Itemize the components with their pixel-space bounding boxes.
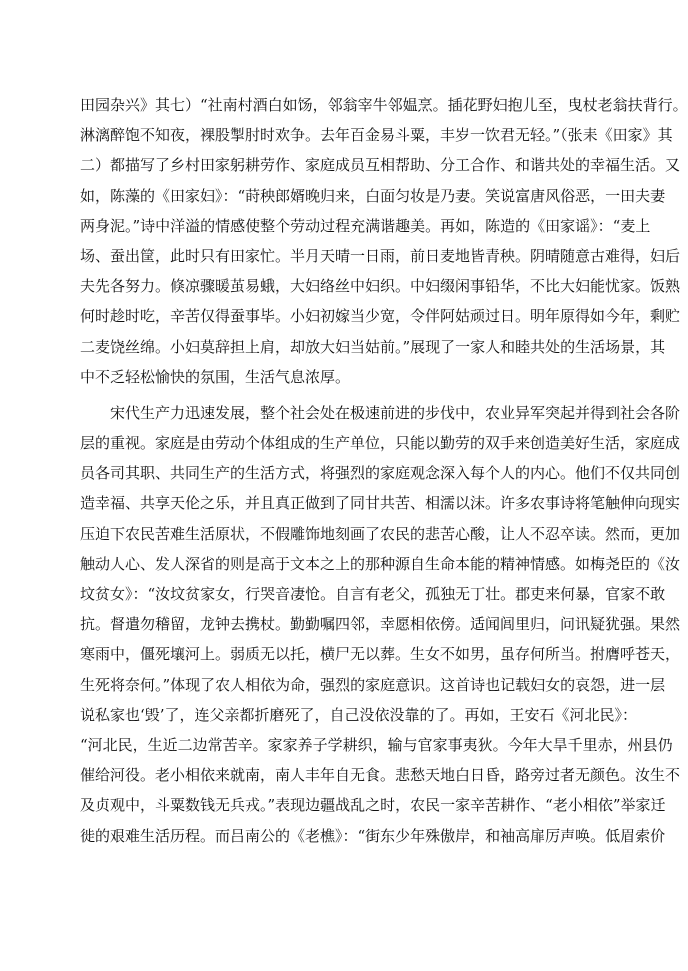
text-line: 中不乏轻松愉快的氛围，生活气息浓厚。 (80, 367, 351, 386)
text-line: 徙的艰难生活历程。而吕南公的《老樵》：“街东少年殊傲岸，和袖高扉厉声唤。低眉索价 (80, 826, 666, 845)
text-line: 如，陈藻的《田家妇》：“莳秧郎婿晚归来，白面匀妆是乃妻。笑说富唐风俗恶，一田夫妻 (80, 186, 666, 205)
paragraph-2 (80, 398, 681, 851)
text-line: 触动人心、发人深省的则是高于文本之上的那种源自生命本能的精神情感。如梅尧臣的《汝 (80, 554, 681, 573)
text-line: 夫先各努力。倏凉骤暖茧易蛾，大妇络丝中妇织。中妇缀闲事铅华，不比大妇能忧家。饭熟 (80, 277, 681, 296)
paragraph-1 (80, 90, 688, 392)
text-line: 两身泥。”诗中洋溢的情感使整个劳动过程充满谐趣美。再如，陈造的《田家谣》：“麦上 (80, 216, 651, 235)
text-line: 及贞观中，斗粟数钱无兵戎。”表现边疆战乱之时，农民一家辛苦耕作、“老小相依”举家迁 (80, 796, 666, 815)
text-line: 宋代生产力迅速发展，整个社会处在极速前进的步伐中，农业异军突起并得到社会各阶 (110, 403, 681, 422)
document-page (80, 90, 688, 851)
text-line: 二）都描写了乡村田家躬耕劳作、家庭成员互相帮助、分工合作、和谐共处的幸福生活。又 (80, 156, 681, 175)
text-line: 造幸福、共享天伦之乐，并且真正做到了同甘共苦、相濡以沫。许多农事诗将笔触伸向现实 (80, 494, 681, 513)
text-line: 催给河役。老小相依来就南，南人丰年自无食。悲愁天地白日昏，路旁过者无颜色。汝生不 (80, 766, 681, 785)
text-line: 说私家也‘毁’了，连父亲都折磨死了，自己没依没靠的了。再如，王安石《河北民》： (80, 705, 638, 724)
text-line: 田园杂兴》其七）“社南村酒白如饧，邻翁宰牛邻媪烹。插花野妇抱儿至，曳杖老翁扶背行。 (80, 96, 688, 114)
text-line: 场、蚕出筐，此时只有田家忙。半月天晴一日雨，前日麦地皆青秧。阴晴随意古难得，妇后 (80, 246, 681, 265)
text-line: 员各司其职、共同生产的生活方式，将强烈的家庭观念深入每个人的内心。他们不仅共同创 (80, 464, 681, 483)
text-line: 二麦饶丝绵。小妇莫辞担上肩，却放大妇当姑前。”展现了一家人和睦共处的生活场景，其 (80, 337, 666, 356)
text-line: “河北民，生近二边常苦辛。家家养子学耕织，输与官家事夷狄。今年大旱千里赤，州县仍 (80, 735, 673, 754)
text-line: 淋漓醉饱不知夜，裸股掣肘时欢争。去年百金易斗粟，丰岁一饮君无轻。”（张耒《田家》其 (80, 126, 673, 145)
text-line: 寒雨中，僵死壤河上。弱质无以托，横尸无以葬。生女不如男，虽存何所当。拊膺呼苍天， (80, 645, 681, 664)
text-line: 抗。督遣勿稽留，龙钟去携杖。勤勤嘱四邻，幸愿相依傍。适闻闾里归，问讯疑犹强。果然 (80, 615, 681, 634)
text-line: 压迫下农民苦难生活原状，不假雕饰地刻画了农民的悲苦心酸，让人不忍卒读。然而，更加 (80, 524, 681, 543)
text-line: 何时趁时吃，辛苦仅得蚕事毕。小妇初嫁当少宽，令伴阿姑顽过日。明年原得如今年，剩贮 (80, 307, 681, 326)
text-line: 坟贫女》：“汝坟贫家女，行哭音凄怆。自言有老父，孤独无丁壮。郡吏来何暴，官家不敢 (80, 585, 666, 603)
text-line: 层的重视。家庭是由劳动个体组成的生产单位，只能以勤劳的双手来创造美好生活，家庭成 (80, 434, 681, 453)
text-line: 生死将奈何。”体现了农人相依为命，强烈的家庭意识。这首诗也记载妇女的哀怨，进一层 (80, 675, 666, 694)
